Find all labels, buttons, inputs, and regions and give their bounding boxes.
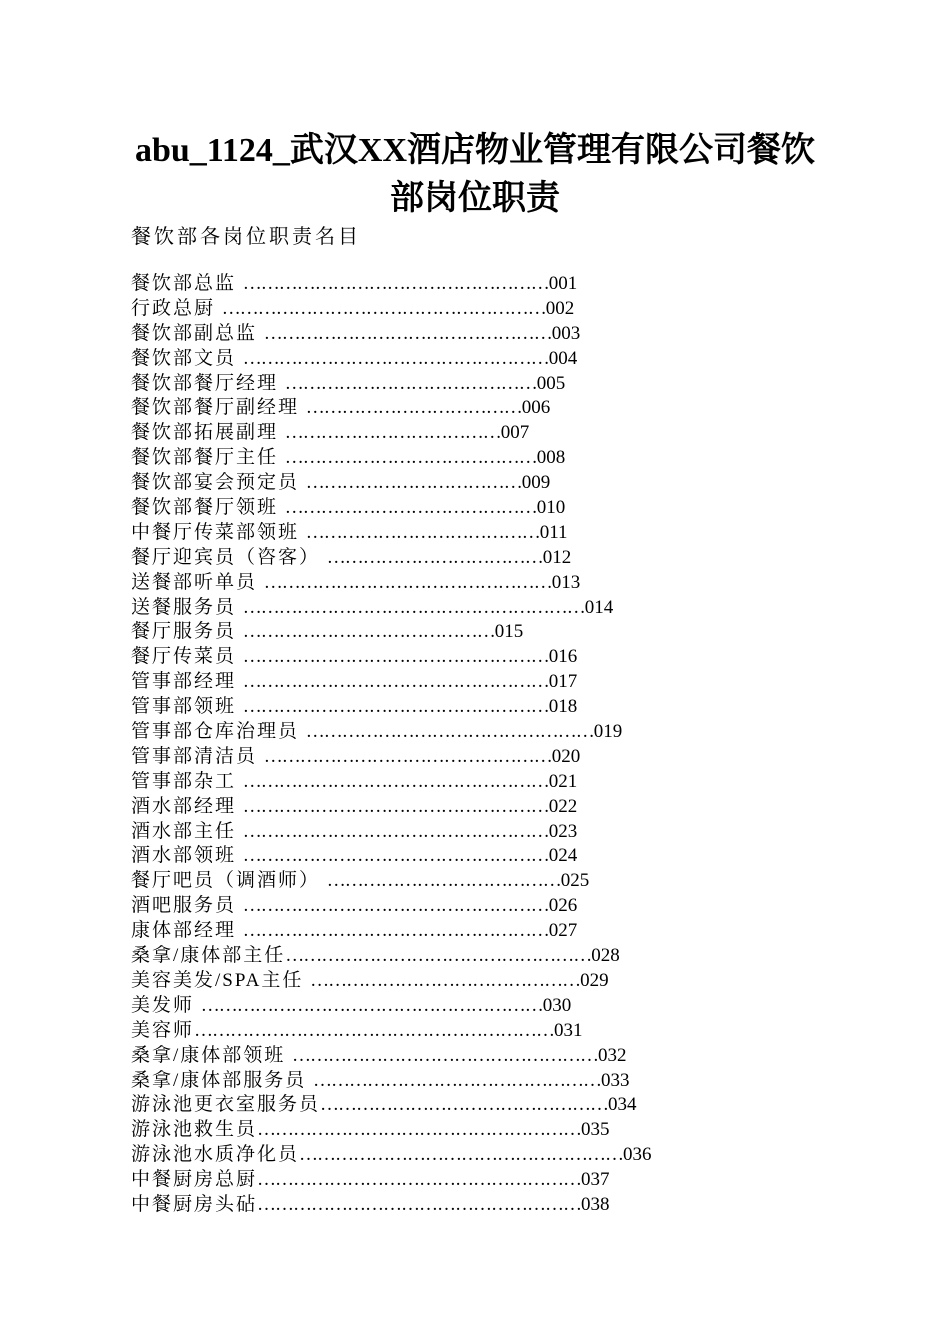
toc-entry-number: 001	[548, 273, 578, 294]
toc-entry-leader: ………………………………………………	[257, 1193, 582, 1215]
toc-entry-leader: …………………………………………	[263, 571, 552, 593]
toc-entry	[131, 596, 771, 621]
table-of-contents	[131, 272, 771, 1218]
toc-entry-title: 桑拿/康体部领班	[131, 1044, 293, 1066]
toc-entry-title: 管事部领班	[131, 696, 243, 718]
toc-entry-title: 美发师	[131, 994, 201, 1016]
toc-entry-title: 餐饮部拓展副理	[131, 422, 285, 444]
toc-entry-number: 032	[598, 1044, 627, 1066]
toc-entry	[131, 1093, 771, 1118]
toc-entry-title: 美容师	[131, 1019, 195, 1041]
toc-entry	[131, 969, 771, 994]
toc-entry-leader: …………………………………………	[263, 745, 552, 767]
toc-entry-number: 022	[548, 795, 578, 817]
toc-entry	[131, 919, 771, 944]
document-title-line-2: 部岗位职责	[390, 180, 560, 217]
toc-entry	[131, 297, 771, 322]
toc-entry-title: 管事部仓库治理员	[131, 721, 306, 743]
toc-entry	[131, 496, 771, 521]
toc-entry-leader: ………………………………	[305, 397, 522, 419]
toc-entry-number: 025	[560, 870, 590, 892]
toc-entry-leader: ……………………………………	[284, 372, 537, 394]
toc-entry-leader: ………………………………………………	[221, 297, 546, 319]
toc-entry-number: 027	[548, 920, 578, 942]
toc-entry-title: 餐厅传菜员	[131, 646, 243, 668]
toc-entry-leader: ………………………………………	[310, 969, 581, 991]
toc-entry-number: 028	[591, 945, 620, 967]
toc-heading: 餐饮部各岗位职责名目	[131, 226, 361, 248]
toc-entry	[131, 1193, 771, 1218]
toc-entry	[131, 396, 771, 421]
document-title-line-1: abu_1124_武汉XX酒店物业管理有限公司餐饮	[134, 132, 816, 169]
toc-entry-number: 009	[521, 472, 551, 494]
toc-entry-title: 酒水部主任	[131, 820, 243, 842]
toc-entry-number: 002	[545, 297, 575, 319]
toc-entry	[131, 1019, 771, 1044]
toc-entry-leader: ……………………………………………	[242, 845, 549, 867]
toc-entry-title: 餐饮部总监	[131, 273, 243, 294]
toc-entry-title: 餐饮部文员	[131, 347, 243, 369]
toc-entry-leader: ……………………………………………	[242, 646, 549, 668]
toc-entry	[131, 421, 771, 446]
toc-entry-leader: …………………………………	[305, 521, 540, 543]
toc-entry-title: 餐饮部宴会预定员	[131, 472, 306, 494]
toc-entry-number: 036	[623, 1144, 652, 1166]
toc-entry-title: 餐饮部餐厅经理	[131, 372, 285, 394]
toc-entry-leader: …………………………………	[326, 870, 561, 892]
toc-entry-leader: ………………………………………………	[257, 1119, 582, 1141]
toc-entry	[131, 844, 771, 869]
toc-entry-number: 005	[536, 372, 566, 394]
toc-entry-number: 024	[548, 845, 578, 867]
toc-entry-title: 中餐厅传菜部领班	[131, 521, 306, 543]
toc-entry	[131, 272, 771, 297]
toc-entry	[131, 795, 771, 820]
toc-entry-title: 送餐部听单员	[131, 571, 264, 593]
toc-entry-leader: ……………………………………………	[242, 696, 549, 718]
toc-entry-number: 026	[548, 895, 578, 917]
toc-entry-leader: …………………………………………………	[200, 994, 543, 1016]
toc-entry	[131, 347, 771, 372]
toc-entry	[131, 695, 771, 720]
toc-entry-number: 014	[584, 596, 614, 618]
toc-entry	[131, 620, 771, 645]
toc-entry-title: 中餐厨房总厨	[131, 1169, 258, 1191]
toc-entry	[131, 1069, 771, 1094]
toc-entry-title: 游泳池更衣室服务员	[131, 1094, 321, 1116]
toc-entry-title: 餐厅服务员	[131, 621, 243, 643]
toc-entry	[131, 1143, 771, 1168]
toc-entry	[131, 894, 771, 919]
toc-entry-leader: ……………………………………	[284, 497, 537, 519]
toc-entry	[131, 1168, 771, 1193]
toc-entry	[131, 546, 771, 571]
toc-entry-leader: ……………………………………………	[242, 770, 549, 792]
toc-entry-number: 020	[551, 745, 581, 767]
toc-entry-title: 餐饮部副总监	[131, 322, 264, 344]
toc-entry-number: 034	[608, 1094, 637, 1116]
toc-entry-title: 餐饮部餐厅副经理	[131, 397, 306, 419]
toc-entry-leader: ……………………………………………	[292, 1044, 599, 1066]
toc-entry-title: 游泳池水质净化员	[131, 1144, 300, 1166]
toc-entry-number: 003	[551, 322, 581, 344]
toc-entry-number: 033	[601, 1069, 630, 1091]
toc-entry-title: 管事部清洁员	[131, 745, 264, 767]
toc-entry-number: 021	[548, 770, 578, 792]
toc-entry-number: 017	[548, 671, 578, 693]
toc-entry-leader: ……………………………………………	[242, 273, 549, 294]
toc-entry-title: 餐饮部餐厅主任	[131, 447, 285, 469]
toc-entry	[131, 521, 771, 546]
toc-entry-number: 013	[551, 571, 581, 593]
toc-entry-number: 019	[593, 721, 623, 743]
toc-entry-title: 送餐服务员	[131, 596, 243, 618]
toc-entry-number: 038	[581, 1193, 610, 1215]
toc-entry-leader: …………………………………………	[305, 721, 594, 743]
toc-entry-title: 中餐厨房头砧	[131, 1193, 258, 1215]
toc-entry-title: 美容美发/SPA主任	[131, 969, 311, 991]
toc-entry-title: 桑拿/康体部服务员	[131, 1069, 314, 1091]
toc-entry-number: 029	[580, 969, 609, 991]
toc-entry-leader: …………………………………………	[263, 322, 552, 344]
toc-entry-leader: …………………………………………	[313, 1069, 602, 1091]
toc-entry-leader: ………………………………	[326, 546, 543, 568]
toc-entry	[131, 471, 771, 496]
toc-entry	[131, 745, 771, 770]
toc-entry-title: 管事部杂工	[131, 770, 243, 792]
toc-entry-number: 004	[548, 347, 578, 369]
toc-entry-number: 016	[548, 646, 578, 668]
toc-entry-title: 酒吧服务员	[131, 895, 243, 917]
toc-entry-leader: ………………………………………………	[299, 1144, 624, 1166]
toc-entry-title: 餐厅吧员（调酒师）	[131, 870, 327, 892]
toc-entry-title: 管事部经理	[131, 671, 243, 693]
toc-entry-title: 行政总厨	[131, 297, 222, 319]
toc-entry	[131, 1118, 771, 1143]
toc-entry	[131, 820, 771, 845]
toc-entry-leader: ………………………………………………	[257, 1169, 582, 1191]
toc-entry-leader: ………………………………	[284, 422, 501, 444]
toc-entry-leader: ………………………………	[305, 472, 522, 494]
toc-entry-title: 康体部经理	[131, 920, 243, 942]
toc-entry	[131, 869, 771, 894]
toc-entry-title: 桑拿/康体部主任	[131, 945, 286, 967]
toc-entry-title: 游泳池救生员	[131, 1119, 258, 1141]
toc-entry	[131, 944, 771, 969]
toc-entry	[131, 1044, 771, 1069]
toc-entry	[131, 994, 771, 1019]
toc-entry-leader: ……………………………………………	[285, 945, 592, 967]
toc-entry-title: 酒水部经理	[131, 795, 243, 817]
toc-entry-leader: ……………………………………………	[242, 347, 549, 369]
toc-entry-number: 035	[581, 1119, 610, 1141]
toc-entry-number: 007	[500, 422, 530, 444]
toc-entry	[131, 670, 771, 695]
toc-entry-leader: ……………………………………………	[242, 671, 549, 693]
toc-entry-number: 023	[548, 820, 578, 842]
toc-entry-number: 018	[548, 696, 578, 718]
toc-entry-title: 餐厅迎宾员（咨客）	[131, 546, 327, 568]
toc-entry-number: 010	[536, 497, 566, 519]
toc-entry-title: 餐饮部餐厅领班	[131, 497, 285, 519]
toc-entry-leader: ……………………………………………………	[194, 1019, 555, 1041]
toc-entry-leader: …………………………………………………	[242, 596, 585, 618]
toc-entry-leader: ……………………………………	[242, 621, 495, 643]
toc-entry-title: 酒水部领班	[131, 845, 243, 867]
toc-entry	[131, 720, 771, 745]
toc-entry-leader: …………………………………………	[320, 1094, 609, 1116]
toc-entry-number: 030	[542, 994, 572, 1016]
toc-entry-number: 015	[494, 621, 524, 643]
toc-entry	[131, 645, 771, 670]
toc-entry-leader: ……………………………………………	[242, 795, 549, 817]
toc-entry-number: 031	[554, 1019, 583, 1041]
toc-entry-number: 012	[542, 546, 572, 568]
toc-entry-leader: ……………………………………………	[242, 920, 549, 942]
toc-entry	[131, 322, 771, 347]
toc-entry-leader: ……………………………………………	[242, 895, 549, 917]
toc-entry-number: 011	[539, 521, 568, 543]
toc-entry	[131, 446, 771, 471]
toc-entry-number: 037	[581, 1169, 610, 1191]
toc-entry-number: 008	[536, 447, 566, 469]
toc-entry	[131, 571, 771, 596]
toc-entry-leader: ……………………………………	[284, 447, 537, 469]
toc-entry	[131, 372, 771, 397]
toc-entry	[131, 770, 771, 795]
toc-entry-leader: ……………………………………………	[242, 820, 549, 842]
toc-entry-number: 006	[521, 397, 551, 419]
